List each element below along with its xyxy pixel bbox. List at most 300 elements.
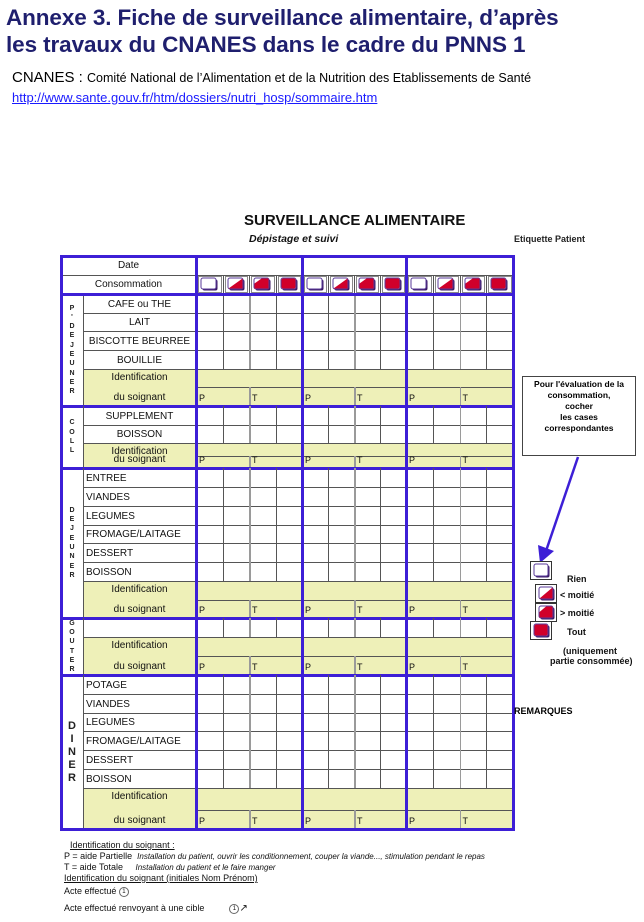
pt-divider bbox=[249, 600, 251, 618]
consumption-cell[interactable] bbox=[433, 506, 460, 525]
consumption-cell[interactable] bbox=[406, 713, 433, 731]
consumption-cell[interactable] bbox=[302, 769, 328, 788]
consumption-cell[interactable] bbox=[196, 750, 223, 769]
consumption-checkbox[interactable] bbox=[462, 276, 486, 293]
consumption-cell[interactable] bbox=[276, 350, 303, 369]
consumption-cell[interactable] bbox=[223, 425, 250, 443]
aide-totale-cell[interactable]: T bbox=[252, 816, 258, 826]
consumption-cell[interactable] bbox=[460, 562, 487, 581]
consumption-cell[interactable] bbox=[460, 406, 487, 425]
consumption-cell[interactable] bbox=[328, 713, 354, 731]
consumption-cell[interactable] bbox=[380, 731, 406, 750]
consumption-cell[interactable] bbox=[354, 425, 380, 443]
consumption-cell[interactable] bbox=[196, 525, 223, 543]
consumption-cell[interactable] bbox=[460, 468, 487, 487]
consumption-cell[interactable] bbox=[223, 487, 250, 506]
consumption-cell[interactable] bbox=[223, 525, 250, 543]
identification-input[interactable] bbox=[196, 581, 302, 600]
consumption-cell[interactable] bbox=[276, 713, 303, 731]
consumption-cell[interactable] bbox=[460, 731, 487, 750]
source-link[interactable]: http://www.sante.gouv.fr/htm/dossiers/nutri_hosp/sommaire.htm bbox=[12, 90, 378, 105]
consumption-cell[interactable] bbox=[406, 506, 433, 525]
consumption-cell[interactable] bbox=[328, 425, 354, 443]
consumption-cell[interactable] bbox=[354, 294, 380, 313]
consumption-cell[interactable] bbox=[196, 425, 223, 443]
consumption-cell[interactable] bbox=[302, 750, 328, 769]
consumption-cell[interactable] bbox=[223, 294, 250, 313]
consumption-cell[interactable] bbox=[380, 331, 406, 350]
identification-input[interactable] bbox=[302, 443, 406, 456]
consumption-cell[interactable] bbox=[406, 543, 433, 562]
consumption-cell[interactable] bbox=[433, 543, 460, 562]
consumption-cell[interactable] bbox=[433, 618, 460, 637]
consumption-cell[interactable] bbox=[354, 350, 380, 369]
consumption-cell[interactable] bbox=[380, 562, 406, 581]
consumption-cell[interactable] bbox=[302, 425, 328, 443]
consumption-cell[interactable] bbox=[249, 506, 276, 525]
consumption-cell[interactable] bbox=[486, 425, 513, 443]
aide-partielle-cell[interactable]: P bbox=[409, 662, 416, 672]
consumption-cell[interactable] bbox=[433, 313, 460, 331]
date-input-3[interactable] bbox=[406, 256, 513, 275]
consumption-cell[interactable] bbox=[486, 331, 513, 350]
consumption-cell[interactable] bbox=[406, 675, 433, 694]
consumption-cell[interactable] bbox=[433, 487, 460, 506]
aide-totale-cell[interactable]: T bbox=[252, 393, 258, 403]
consumption-cell[interactable] bbox=[433, 713, 460, 731]
aide-totale-cell[interactable]: T bbox=[462, 662, 468, 672]
consumption-cell[interactable] bbox=[460, 294, 487, 313]
consumption-cell[interactable] bbox=[196, 543, 223, 562]
consumption-cell[interactable] bbox=[433, 425, 460, 443]
consumption-checkbox[interactable] bbox=[304, 276, 327, 293]
consumption-cell[interactable] bbox=[196, 350, 223, 369]
consumption-cell[interactable] bbox=[276, 525, 303, 543]
consumption-cell[interactable] bbox=[276, 331, 303, 350]
consumption-cell[interactable] bbox=[302, 713, 328, 731]
consumption-cell[interactable] bbox=[249, 618, 276, 637]
consumption-cell[interactable] bbox=[302, 294, 328, 313]
consumption-cell[interactable] bbox=[486, 769, 513, 788]
consumption-cell[interactable] bbox=[406, 331, 433, 350]
consumption-cell[interactable] bbox=[302, 313, 328, 331]
consumption-cell[interactable] bbox=[460, 313, 487, 331]
consumption-cell[interactable] bbox=[380, 294, 406, 313]
consumption-cell[interactable] bbox=[354, 313, 380, 331]
consumption-cell[interactable] bbox=[486, 525, 513, 543]
consumption-cell[interactable] bbox=[460, 487, 487, 506]
aide-partielle-cell[interactable]: P bbox=[199, 455, 206, 465]
identification-input[interactable] bbox=[196, 443, 302, 456]
consumption-cell[interactable] bbox=[486, 731, 513, 750]
consumption-checkbox[interactable] bbox=[408, 276, 432, 293]
aide-totale-cell[interactable]: T bbox=[357, 455, 363, 465]
aide-partielle-cell[interactable]: P bbox=[199, 605, 206, 615]
section-label-letter: E bbox=[69, 562, 75, 570]
consumption-checkbox[interactable] bbox=[382, 276, 405, 293]
identification-input[interactable] bbox=[406, 788, 513, 810]
consumption-cell[interactable] bbox=[328, 406, 354, 425]
consumption-cell[interactable] bbox=[354, 331, 380, 350]
consumption-cell[interactable] bbox=[302, 331, 328, 350]
consumption-cell[interactable] bbox=[196, 506, 223, 525]
consumption-cell[interactable] bbox=[328, 769, 354, 788]
consumption-cell[interactable] bbox=[328, 331, 354, 350]
header-bottom-border bbox=[61, 293, 515, 296]
consumption-cell[interactable] bbox=[328, 313, 354, 331]
consumption-cell[interactable] bbox=[249, 487, 276, 506]
consumption-cell[interactable] bbox=[460, 331, 487, 350]
aide-totale-cell[interactable]: T bbox=[252, 455, 258, 465]
consumption-cell[interactable] bbox=[328, 675, 354, 694]
consumption-checkbox[interactable] bbox=[198, 276, 222, 293]
consumption-cell[interactable] bbox=[380, 313, 406, 331]
consumption-cell[interactable] bbox=[328, 350, 354, 369]
consumption-cell[interactable] bbox=[406, 350, 433, 369]
identification-input[interactable] bbox=[196, 637, 302, 656]
consumption-cell[interactable] bbox=[354, 618, 380, 637]
consumption-cell[interactable] bbox=[223, 694, 250, 713]
consumption-cell[interactable] bbox=[276, 506, 303, 525]
consumption-cell[interactable] bbox=[223, 468, 250, 487]
consumption-cell[interactable] bbox=[328, 506, 354, 525]
identification-input[interactable] bbox=[196, 369, 302, 387]
consumption-cell[interactable] bbox=[486, 313, 513, 331]
consumption-cell[interactable] bbox=[223, 313, 250, 331]
consumption-cell[interactable] bbox=[196, 468, 223, 487]
consumption-cell[interactable] bbox=[249, 750, 276, 769]
consumption-cell[interactable] bbox=[328, 294, 354, 313]
consumption-cell[interactable] bbox=[433, 468, 460, 487]
consumption-cell[interactable] bbox=[302, 562, 328, 581]
consumption-cell[interactable] bbox=[433, 750, 460, 769]
consumption-cell[interactable] bbox=[249, 313, 276, 331]
consumption-cell[interactable] bbox=[223, 731, 250, 750]
consumption-cell[interactable] bbox=[406, 294, 433, 313]
consumption-cell[interactable] bbox=[196, 618, 223, 637]
consumption-cell[interactable] bbox=[354, 713, 380, 731]
consumption-cell[interactable] bbox=[486, 713, 513, 731]
consumption-cell[interactable] bbox=[276, 543, 303, 562]
consumption-cell[interactable] bbox=[433, 294, 460, 313]
consumption-cell[interactable] bbox=[406, 618, 433, 637]
consumption-cell[interactable] bbox=[460, 618, 487, 637]
aide-partielle-cell[interactable]: P bbox=[305, 816, 312, 826]
date-input-1[interactable] bbox=[196, 256, 302, 275]
consumption-cell[interactable] bbox=[249, 713, 276, 731]
consumption-cell[interactable] bbox=[380, 468, 406, 487]
aide-partielle-cell[interactable]: P bbox=[409, 605, 416, 615]
identification-input[interactable] bbox=[302, 369, 406, 387]
consumption-cell[interactable] bbox=[486, 543, 513, 562]
consumption-cell[interactable] bbox=[433, 525, 460, 543]
consumption-cell[interactable] bbox=[354, 543, 380, 562]
identification-input[interactable] bbox=[302, 637, 406, 656]
consumption-cell[interactable] bbox=[196, 713, 223, 731]
consumption-cell[interactable] bbox=[460, 750, 487, 769]
consumption-cell[interactable] bbox=[276, 487, 303, 506]
consumption-cell[interactable] bbox=[460, 769, 487, 788]
aide-partielle-cell[interactable]: P bbox=[409, 455, 416, 465]
consumption-cell[interactable] bbox=[433, 350, 460, 369]
consumption-cell[interactable] bbox=[223, 675, 250, 694]
consumption-cell[interactable] bbox=[249, 525, 276, 543]
consumption-cell[interactable] bbox=[223, 506, 250, 525]
consumption-cell[interactable] bbox=[380, 713, 406, 731]
aide-totale-cell[interactable]: T bbox=[357, 662, 363, 672]
consumption-cell[interactable] bbox=[302, 675, 328, 694]
consumption-cell[interactable] bbox=[486, 406, 513, 425]
consumption-cell[interactable] bbox=[196, 731, 223, 750]
consumption-cell[interactable] bbox=[302, 350, 328, 369]
consumption-cell[interactable] bbox=[433, 406, 460, 425]
consumption-cell[interactable] bbox=[196, 769, 223, 788]
consumption-cell[interactable] bbox=[406, 562, 433, 581]
consumption-cell[interactable] bbox=[380, 525, 406, 543]
consumption-cell[interactable] bbox=[460, 350, 487, 369]
consumption-cell[interactable] bbox=[354, 750, 380, 769]
consumption-cell[interactable] bbox=[276, 618, 303, 637]
aide-partielle-cell[interactable]: P bbox=[305, 455, 312, 465]
consumption-cell[interactable] bbox=[354, 731, 380, 750]
consumption-cell[interactable] bbox=[223, 769, 250, 788]
aide-totale-cell[interactable]: T bbox=[462, 455, 468, 465]
aide-partielle-cell[interactable]: P bbox=[199, 662, 206, 672]
identification-input[interactable] bbox=[302, 788, 406, 810]
consumption-cell[interactable] bbox=[276, 750, 303, 769]
aide-partielle-cell[interactable]: P bbox=[199, 816, 206, 826]
consumption-cell[interactable] bbox=[276, 425, 303, 443]
consumption-cell[interactable] bbox=[276, 675, 303, 694]
aide-totale-cell[interactable]: T bbox=[357, 605, 363, 615]
consumption-cell[interactable] bbox=[328, 562, 354, 581]
aide-partielle-cell[interactable]: P bbox=[409, 393, 416, 403]
consumption-cell[interactable] bbox=[276, 294, 303, 313]
consumption-cell[interactable] bbox=[486, 694, 513, 713]
consumption-cell[interactable] bbox=[196, 406, 223, 425]
consumption-cell[interactable] bbox=[302, 731, 328, 750]
consumption-checkbox[interactable] bbox=[278, 276, 302, 293]
consumption-cell[interactable] bbox=[196, 562, 223, 581]
consumption-cell[interactable] bbox=[354, 675, 380, 694]
consumption-cell[interactable] bbox=[406, 694, 433, 713]
consumption-cell[interactable] bbox=[276, 313, 303, 331]
consumption-cell[interactable] bbox=[406, 487, 433, 506]
consumption-cell[interactable] bbox=[406, 468, 433, 487]
consumption-cell[interactable] bbox=[380, 769, 406, 788]
consumption-cell[interactable] bbox=[302, 694, 328, 713]
identification-input[interactable] bbox=[302, 581, 406, 600]
consumption-cell[interactable] bbox=[223, 750, 250, 769]
identification-input[interactable] bbox=[406, 369, 513, 387]
consumption-cell[interactable] bbox=[276, 731, 303, 750]
consumption-cell[interactable] bbox=[223, 406, 250, 425]
consumption-cell[interactable] bbox=[354, 562, 380, 581]
consumption-cell[interactable] bbox=[276, 769, 303, 788]
consumption-cell[interactable] bbox=[460, 506, 487, 525]
consumption-cell[interactable] bbox=[433, 331, 460, 350]
consumption-cell[interactable] bbox=[302, 525, 328, 543]
consumption-cell[interactable] bbox=[302, 487, 328, 506]
consumption-cell[interactable] bbox=[380, 750, 406, 769]
aide-partielle-cell[interactable]: P bbox=[199, 393, 206, 403]
consumption-cell[interactable] bbox=[328, 694, 354, 713]
consumption-cell[interactable] bbox=[406, 313, 433, 331]
consumption-cell[interactable] bbox=[406, 750, 433, 769]
identification-input[interactable] bbox=[196, 788, 302, 810]
consumption-checkbox[interactable] bbox=[435, 276, 459, 293]
consumption-cell[interactable] bbox=[196, 313, 223, 331]
consumption-cell[interactable] bbox=[276, 468, 303, 487]
consumption-cell[interactable] bbox=[380, 406, 406, 425]
consumption-cell[interactable] bbox=[223, 350, 250, 369]
consumption-cell[interactable] bbox=[486, 468, 513, 487]
consumption-cell[interactable] bbox=[354, 694, 380, 713]
consumption-cell[interactable] bbox=[380, 675, 406, 694]
col-divider bbox=[328, 675, 329, 788]
consumption-cell[interactable] bbox=[196, 331, 223, 350]
consumption-cell[interactable] bbox=[223, 331, 250, 350]
consumption-cell[interactable] bbox=[433, 694, 460, 713]
consumption-checkbox[interactable] bbox=[251, 276, 275, 293]
consumption-cell[interactable] bbox=[460, 525, 487, 543]
consumption-cell[interactable] bbox=[249, 331, 276, 350]
consumption-cell[interactable] bbox=[486, 294, 513, 313]
consumption-cell[interactable] bbox=[380, 425, 406, 443]
consumption-cell[interactable] bbox=[460, 694, 487, 713]
consumption-cell[interactable] bbox=[380, 487, 406, 506]
consumption-cell[interactable] bbox=[223, 713, 250, 731]
consumption-cell[interactable] bbox=[354, 525, 380, 543]
consumption-cell[interactable] bbox=[196, 294, 223, 313]
consumption-cell[interactable] bbox=[302, 406, 328, 425]
consumption-cell[interactable] bbox=[196, 694, 223, 713]
identification-input[interactable] bbox=[406, 581, 513, 600]
consumption-cell[interactable] bbox=[196, 487, 223, 506]
aide-totale-cell[interactable]: T bbox=[357, 816, 363, 826]
date-input-2[interactable] bbox=[302, 256, 406, 275]
consumption-cell[interactable] bbox=[406, 406, 433, 425]
consumption-cell[interactable] bbox=[354, 487, 380, 506]
consumption-cell[interactable] bbox=[249, 731, 276, 750]
consumption-cell[interactable] bbox=[460, 675, 487, 694]
section-label-letter: U bbox=[69, 638, 75, 646]
aide-partielle-cell[interactable]: P bbox=[305, 662, 312, 672]
consumption-cell[interactable] bbox=[302, 543, 328, 562]
consumption-cell[interactable] bbox=[328, 618, 354, 637]
side-divider bbox=[83, 294, 84, 406]
consumption-cell[interactable] bbox=[249, 675, 276, 694]
consumption-cell[interactable] bbox=[380, 543, 406, 562]
aide-totale-cell[interactable]: T bbox=[462, 816, 468, 826]
identification-input[interactable] bbox=[406, 637, 513, 656]
consumption-cell[interactable] bbox=[406, 731, 433, 750]
consumption-cell[interactable] bbox=[433, 675, 460, 694]
consumption-cell[interactable] bbox=[433, 769, 460, 788]
consumption-cell[interactable] bbox=[249, 543, 276, 562]
consumption-cell[interactable] bbox=[460, 543, 487, 562]
col-divider bbox=[223, 618, 224, 637]
consumption-cell[interactable] bbox=[380, 694, 406, 713]
consumption-checkbox[interactable] bbox=[488, 276, 512, 293]
consumption-cell[interactable] bbox=[486, 562, 513, 581]
consumption-cell[interactable] bbox=[302, 618, 328, 637]
aide-totale-cell[interactable]: T bbox=[462, 393, 468, 403]
consumption-cell[interactable] bbox=[486, 675, 513, 694]
consumption-cell[interactable] bbox=[249, 694, 276, 713]
aide-totale-cell[interactable]: T bbox=[252, 662, 258, 672]
consumption-cell[interactable] bbox=[328, 750, 354, 769]
consumption-cell[interactable] bbox=[380, 618, 406, 637]
consumption-cell[interactable] bbox=[433, 731, 460, 750]
aide-totale-cell[interactable]: T bbox=[462, 605, 468, 615]
consumption-cell[interactable] bbox=[486, 618, 513, 637]
consumption-cell[interactable] bbox=[380, 350, 406, 369]
food-item-label: BOISSON bbox=[86, 774, 132, 785]
consumption-cell[interactable] bbox=[380, 506, 406, 525]
consumption-cell[interactable] bbox=[328, 731, 354, 750]
consumption-cell[interactable] bbox=[223, 543, 250, 562]
consumption-cell[interactable] bbox=[486, 750, 513, 769]
consumption-cell[interactable] bbox=[486, 350, 513, 369]
consumption-cell[interactable] bbox=[354, 406, 380, 425]
aide-partielle-cell[interactable]: P bbox=[305, 393, 312, 403]
food-item-label: LAIT bbox=[128, 317, 151, 328]
consumption-cell[interactable] bbox=[460, 425, 487, 443]
consumption-cell[interactable] bbox=[249, 562, 276, 581]
consumption-cell[interactable] bbox=[276, 694, 303, 713]
consumption-cell[interactable] bbox=[354, 506, 380, 525]
consumption-cell[interactable] bbox=[406, 525, 433, 543]
consumption-cell[interactable] bbox=[328, 525, 354, 543]
consumption-cell[interactable] bbox=[328, 543, 354, 562]
consumption-checkbox[interactable] bbox=[330, 276, 353, 293]
consumption-checkbox[interactable] bbox=[356, 276, 379, 293]
aide-partielle-cell[interactable]: P bbox=[409, 816, 416, 826]
consumption-cell[interactable] bbox=[302, 506, 328, 525]
consumption-cell[interactable] bbox=[354, 769, 380, 788]
consumption-cell[interactable] bbox=[196, 675, 223, 694]
consumption-cell[interactable] bbox=[486, 487, 513, 506]
consumption-cell[interactable] bbox=[249, 406, 276, 425]
consumption-cell[interactable] bbox=[328, 468, 354, 487]
consumption-cell[interactable] bbox=[302, 468, 328, 487]
consumption-cell[interactable] bbox=[486, 506, 513, 525]
consumption-cell[interactable] bbox=[406, 425, 433, 443]
consumption-cell[interactable] bbox=[460, 713, 487, 731]
consumption-cell[interactable] bbox=[249, 425, 276, 443]
consumption-checkbox[interactable] bbox=[225, 276, 249, 293]
consumption-cell[interactable] bbox=[249, 769, 276, 788]
aide-totale-cell[interactable]: T bbox=[357, 393, 363, 403]
consumption-cell[interactable] bbox=[433, 562, 460, 581]
col-divider bbox=[486, 468, 487, 581]
identification-input[interactable] bbox=[406, 443, 513, 456]
aide-totale-cell[interactable]: T bbox=[252, 605, 258, 615]
consumption-cell[interactable] bbox=[276, 406, 303, 425]
consumption-cell[interactable] bbox=[223, 562, 250, 581]
consumption-cell[interactable] bbox=[328, 487, 354, 506]
consumption-cell[interactable] bbox=[276, 562, 303, 581]
consumption-cell[interactable] bbox=[249, 350, 276, 369]
consumption-cell[interactable] bbox=[406, 769, 433, 788]
consumption-cell[interactable] bbox=[223, 618, 250, 637]
consumption-cell[interactable] bbox=[354, 468, 380, 487]
col-divider bbox=[223, 294, 224, 369]
aide-partielle-cell[interactable]: P bbox=[305, 605, 312, 615]
consumption-cell[interactable] bbox=[249, 468, 276, 487]
consumption-cell[interactable] bbox=[249, 294, 276, 313]
